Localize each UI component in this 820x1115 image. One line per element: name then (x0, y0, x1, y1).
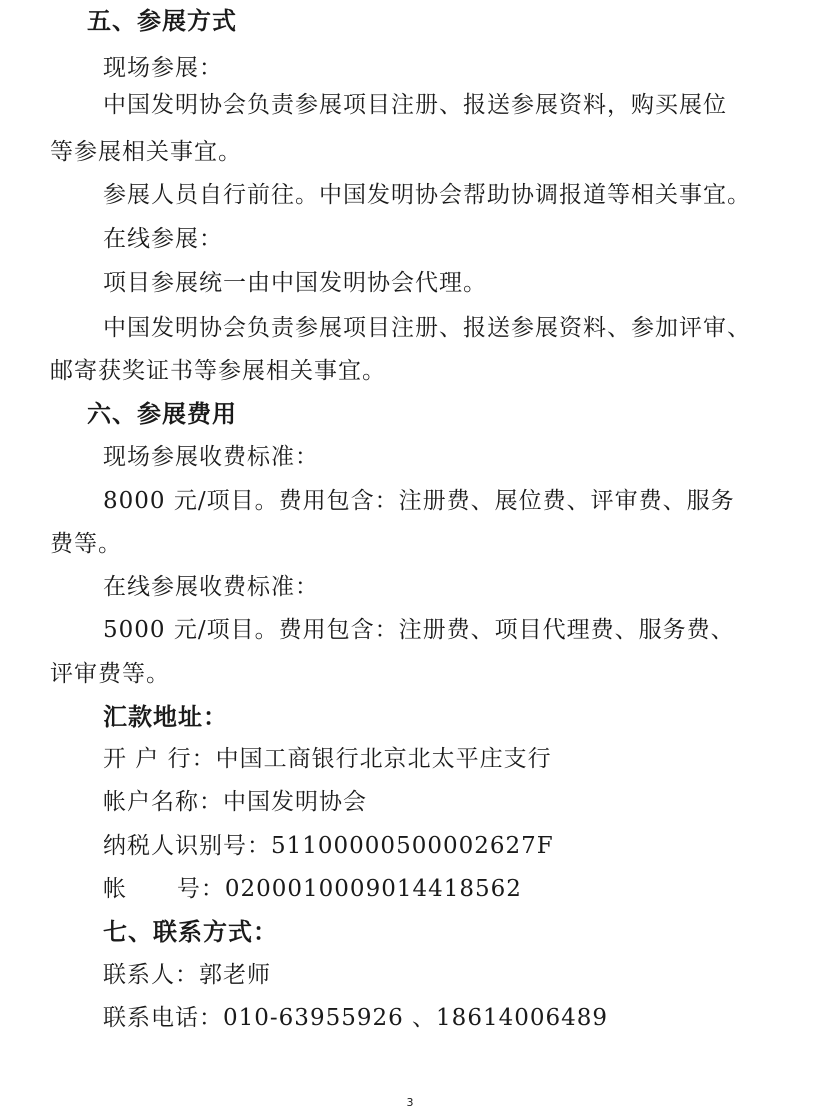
onsite-fee-line-1: 8000 元/项目。费用包含：注册费、展位费、评审费、服务 (103, 488, 735, 514)
online-paragraph-2-line-2: 邮寄获奖证书等参展相关事宜。 (50, 358, 386, 384)
contact-phone: 联系电话：010-63955926 、18614006489 (103, 1005, 609, 1031)
onsite-exhibition-title: 现场参展： (103, 55, 223, 81)
section-five-heading: 五、参展方式 (87, 7, 237, 35)
online-paragraph-2-line-1: 中国发明协会负责参展项目注册、报送参展资料、参加评审、 (103, 315, 751, 341)
account-name: 帐户名称：中国发明协会 (103, 789, 367, 815)
online-exhibition-title: 在线参展： (103, 226, 223, 252)
onsite-paragraph-1-line-2: 等参展相关事宜。 (50, 139, 242, 165)
contact-person: 联系人：郭老师 (103, 962, 271, 988)
onsite-fee-title: 现场参展收费标准： (103, 444, 319, 470)
onsite-fee-line-2: 费等。 (50, 531, 122, 557)
bank-name: 开 户 行：中国工商银行北京北太平庄支行 (103, 746, 552, 772)
account-number: 帐 号：0200010009014418562 (103, 876, 522, 902)
tax-id: 纳税人识别号：51100000500002627F (103, 833, 554, 859)
online-fee-line-1: 5000 元/项目。费用包含：注册费、项目代理费、服务费、 (103, 617, 735, 643)
onsite-paragraph-2: 参展人员自行前往。中国发明协会帮助协调报道等相关事宜。 (103, 182, 751, 208)
online-fee-line-2: 评审费等。 (50, 661, 170, 687)
online-fee-title: 在线参展收费标准： (103, 574, 319, 600)
section-seven-heading: 七、联系方式： (103, 918, 278, 946)
online-paragraph-1: 项目参展统一由中国发明协会代理。 (103, 270, 487, 296)
remittance-title: 汇款地址： (103, 703, 228, 731)
page-number: 3 (406, 1096, 414, 1109)
section-six-heading: 六、参展费用 (87, 400, 237, 428)
onsite-paragraph-1-line-1: 中国发明协会负责参展项目注册、报送参展资料，购买展位 (103, 92, 727, 118)
